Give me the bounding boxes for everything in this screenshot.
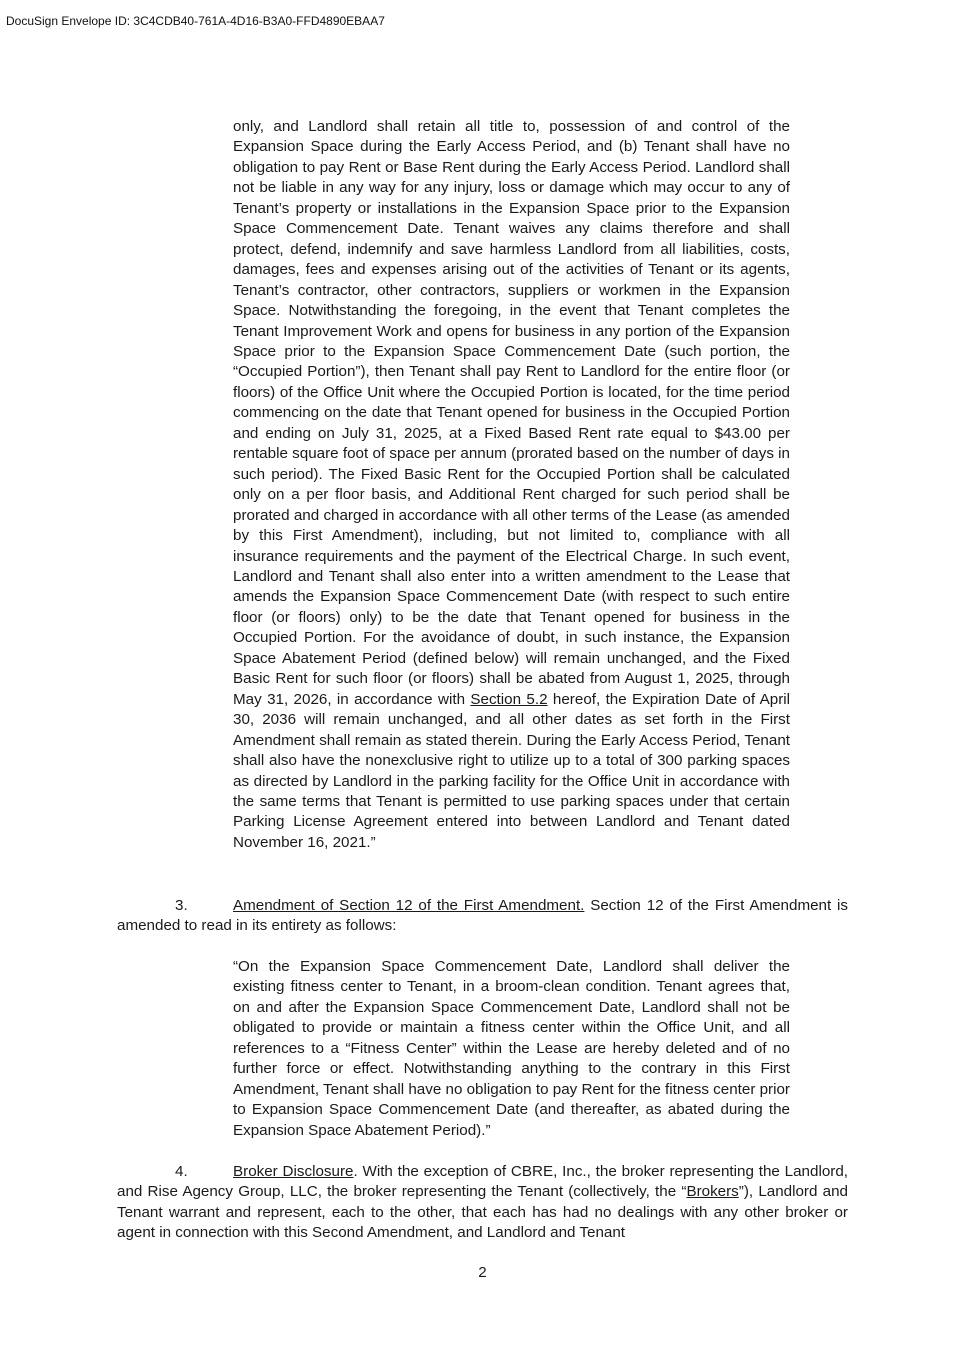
docusign-envelope-id: DocuSign Envelope ID: 3C4CDB40-761A-4D16-B3A0-FFD4890EBAA7 [6, 14, 385, 28]
page-number: 2 [478, 1264, 487, 1281]
section-4-text-part-b: ”), Landlord and Tenant warrant and represent, each to the other, that each has had no dealings with any other broker or agent in connection with this Second Amendment, and Landlord and Tenant [117, 1183, 848, 1242]
section-4-text-part-a: . With the exception of CBRE, Inc., the broker representing the Landlord, and Rise Agency Group, LLC, the broker representing the Tenant (collectively, the “ [117, 1163, 848, 1201]
section-3-number: 3. [175, 897, 188, 914]
section-3-paragraph [117, 896, 848, 937]
section-4-heading: Broker Disclosure [233, 1163, 354, 1180]
quote-text-part-a: only, and Landlord shall retain all title to, possession of and control of the Expansion Space during the Early Access Period, and (b) Tenant shall have no obligation to pay Rent or Base Rent during the Early Access Period. Landlord shall not be liable in any way for any injury, loss or damage which may occur to any of Tenant’s property or installations in the Expansion Space prior to the Expansion Space Commencement Date. Tenant waives any claims therefore and shall protect, defend, indemnify and save harmless Landlord from all liabilities, costs, damages, fees and expenses arising out of the activities of Tenant or its agents, Tenant’s contractor, other contractors, suppliers or workmen in the Expansion Space. Notwithstanding the foregoing, in the event that Tenant completes the Tenant Improvement Work and opens for business in any portion of the Expansion Space prior to the Expansion Space Commencement Date (such portion, the “Occupied Portion”), then Tenant shall pay Rent to Landlord for the entire floor (or floors) of the Office Unit where the Occupied Portion is located, for the time period commencing on the date that Tenant opened for business in the Occupied Portion and ending on July 31, 2025, at a Fixed Based Rent rate equal to $43.00 per rentable square foot of space per annum (prorated based on the number of days in such period). The Fixed Basic Rent for the Occupied Portion shall be calculated only on a per floor basis, and Additional Rent charged for such period shall be prorated and charged in accordance with all other terms of the Lease (as amended by this First Amendment), including, but not limited to, compliance with all insurance requirements and the payment of the Electrical Charge. In such event, Landlord and Tenant shall also enter into a written amendment to the Lease that amends the Expansion Space Commencement Date (with respect to such entire floor (or floors) only) to be the date that Tenant opened for business in the Occupied Portion. For the avoidance of doubt, in such instance, the Expansion Space Abatement Period (defined below) will remain unchanged, and the Fixed Basic Rent for such floor (or floors) shall be abated from August 1, 2025, through May 31, 2026, in accordance with [233, 118, 790, 708]
section-reference-link[interactable]: Section 5.2 [470, 690, 548, 708]
quoted-paragraph-early-access [233, 117, 790, 853]
section-4-paragraph [117, 1162, 848, 1244]
quoted-paragraph-fitness-center: “On the Expansion Space Commencement Date, Landlord shall deliver the existing fitness center to Tenant, in a broom-clean condition. Tenant agrees that, on and after the Expansion Space Commencement Date, Landlord shall not be obligated to provide or maintain a fitness center within the Office Unit, and all references to a “Fitness Center” within the Lease are hereby deleted and of no further force or effect. Notwithstanding anything to the contrary in this First Amendment, Tenant shall have no obligation to pay Rent for the fitness center prior to Expansion Space Commencement Date (and thereafter, as abated during the Expansion Space Abatement Period).” [233, 958, 790, 1139]
section-4-number: 4. [175, 1163, 188, 1180]
brokers-defined-term: Brokers [686, 1183, 739, 1201]
section-3-intro: Section 12 of the First Amendment is amended to read in its entirety as follows: [117, 897, 848, 935]
quote-text-part-b: hereof, the Expiration Date of April 30, 2036 will remain unchanged, and all other dates as set forth in the First Amendment shall remain as stated therein. During the Early Access Period, Tenant shall also have the nonexclusive right to utilize up to a total of 300 parking spaces as directed by Landlord in the parking facility for the Office Unit in accordance with the same terms that Tenant is permitted to use parking spaces under that certain Parking License Agreement entered into between Landlord and Tenant dated November 16, 2021.” [233, 690, 790, 851]
section-3-heading: Amendment of Section 12 of the First Amendment. [233, 897, 585, 914]
